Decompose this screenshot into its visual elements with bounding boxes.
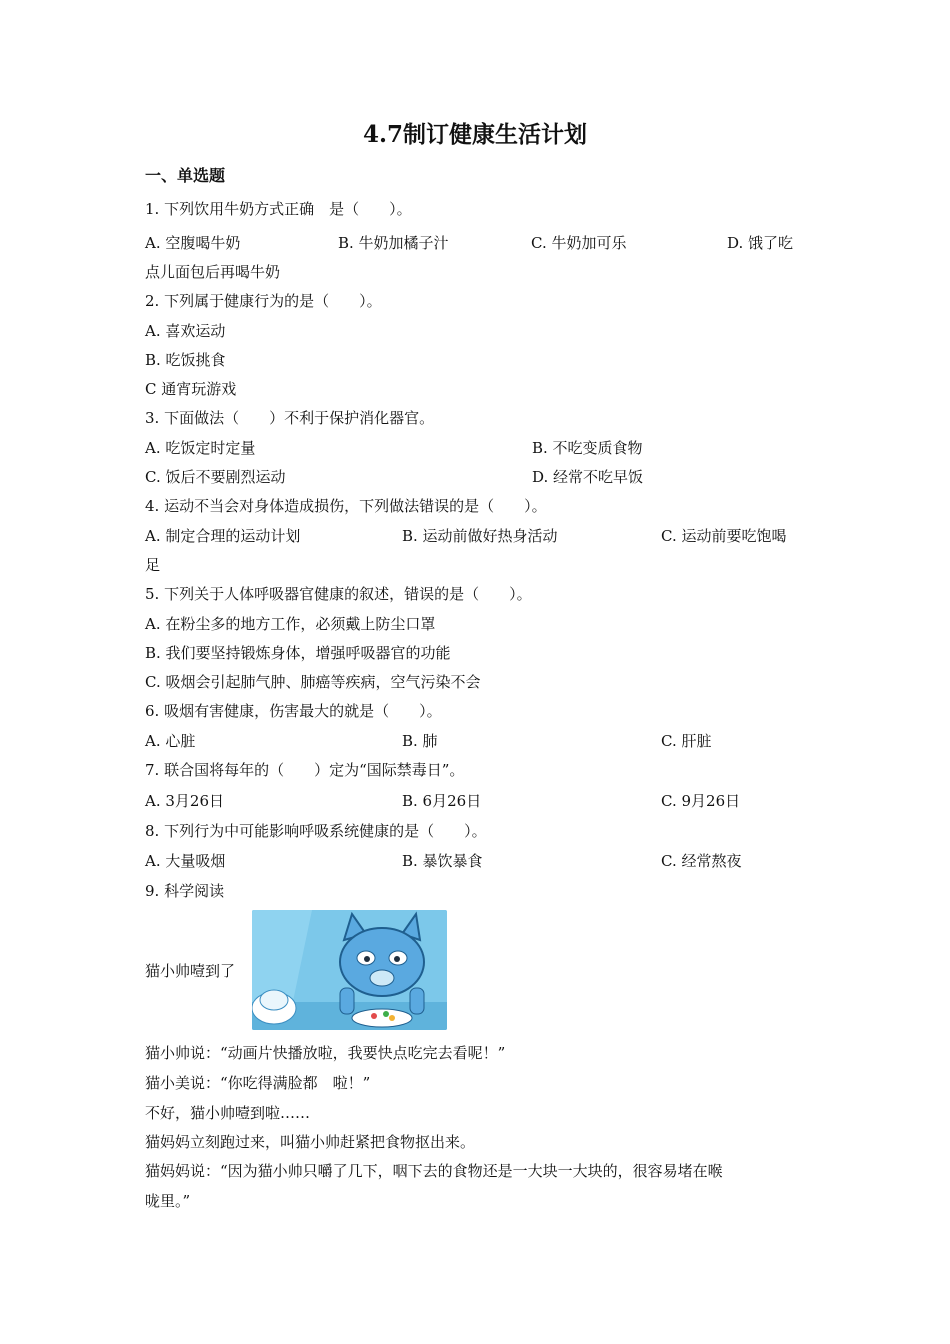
question-6-option-a: A. 心脏: [145, 732, 196, 750]
question-7-stem: 7. 联合国将每年的（ ）定为“国际禁毒日”。: [145, 761, 465, 779]
question-3-option-d: D. 经常不吃早饭: [532, 468, 644, 486]
question-1-option-c: C. 牛奶加可乐: [531, 234, 627, 252]
story-paragraph-2: 猫小美说：“你吃得满脸都 啦！”: [145, 1074, 371, 1092]
question-4-option-c-cont: 足: [145, 556, 161, 574]
story-paragraph-3: 不好，猫小帅噎到啦……: [145, 1104, 311, 1122]
question-4-option-c: C. 运动前要吃饱喝: [661, 527, 787, 545]
question-7-option-a: A. 3月26日: [145, 792, 224, 810]
question-4-option-a: A. 制定合理的运动计划: [145, 527, 301, 545]
cat-eating-illustration: [252, 910, 447, 1030]
question-5-option-a: A. 在粉尘多的地方工作，必须戴上防尘口罩: [145, 615, 436, 633]
question-3-option-b: B. 不吃变质食物: [532, 439, 643, 457]
question-4-option-b: B. 运动前做好热身活动: [402, 527, 558, 545]
question-9-stem: 9. 科学阅读: [145, 882, 225, 900]
question-7-option-c: C. 9月26日: [661, 792, 741, 810]
story-paragraph-1: 猫小帅说：“动画片快播放啦，我要快点吃完去看呢！”: [145, 1044, 506, 1062]
question-7-option-b: B. 6月26日: [402, 792, 482, 810]
question-1-option-d-cont: 点儿面包后再喝牛奶: [145, 263, 281, 281]
question-6-stem: 6. 吸烟有害健康，伤害最大的就是（ ）。: [145, 702, 442, 720]
question-5-option-c: C. 吸烟会引起肺气肿、肺癌等疾病，空气污染不会: [145, 673, 481, 691]
question-4-stem: 4. 运动不当会对身体造成损伤，下列做法错误的是（ ）。: [145, 497, 547, 515]
question-8-option-a: A. 大量吸烟: [145, 852, 226, 870]
question-8-option-c: C. 经常熬夜: [661, 852, 742, 870]
cartoon-cat-image: [252, 910, 447, 1030]
question-1-option-b: B. 牛奶加橘子汁: [338, 234, 449, 252]
question-2-option-a: A. 喜欢运动: [145, 322, 226, 340]
question-1-stem: 1. 下列饮用牛奶方式正确 是（ ）。: [145, 200, 412, 218]
story-paragraph-5-cont: 咙里。”: [145, 1192, 191, 1210]
question-1-option-a: A. 空腹喝牛奶: [145, 234, 241, 252]
question-2-option-c: C 通宵玩游戏: [145, 380, 237, 398]
question-3-stem: 3. 下面做法（ ）不利于保护消化器官。: [145, 409, 435, 427]
question-6-option-c: C. 肝脏: [661, 732, 712, 750]
story-paragraph-5: 猫妈妈说：“因为猫小帅只嚼了几下，咽下去的食物还是一大块一大块的，很容易堵在喉: [145, 1162, 723, 1180]
question-5-stem: 5. 下列关于人体呼吸器官健康的叙述，错误的是（ ）。: [145, 585, 532, 603]
question-2-option-b: B. 吃饭挑食: [145, 351, 226, 369]
question-3-option-a: A. 吃饭定时定量: [145, 439, 256, 457]
section-heading: 一、单选题: [145, 166, 226, 185]
page-title: 4.7制订健康生活计划: [362, 121, 587, 148]
question-5-option-b: B. 我们要坚持锻炼身体，增强呼吸器官的功能: [145, 644, 451, 662]
question-1-option-d: D. 饿了吃: [727, 234, 794, 252]
question-8-option-b: B. 暴饮暴食: [402, 852, 483, 870]
story-paragraph-4: 猫妈妈立刻跑过来，叫猫小帅赶紧把食物抠出来。: [145, 1133, 476, 1151]
question-2-stem: 2. 下列属于健康行为的是（ ）。: [145, 292, 382, 310]
question-3-option-c: C. 饭后不要剧烈运动: [145, 468, 286, 486]
question-6-option-b: B. 肺: [402, 732, 438, 750]
question-8-stem: 8. 下列行为中可能影响呼吸系统健康的是（ ）。: [145, 822, 487, 840]
illustration-caption: 猫小帅噎到了: [145, 962, 236, 980]
